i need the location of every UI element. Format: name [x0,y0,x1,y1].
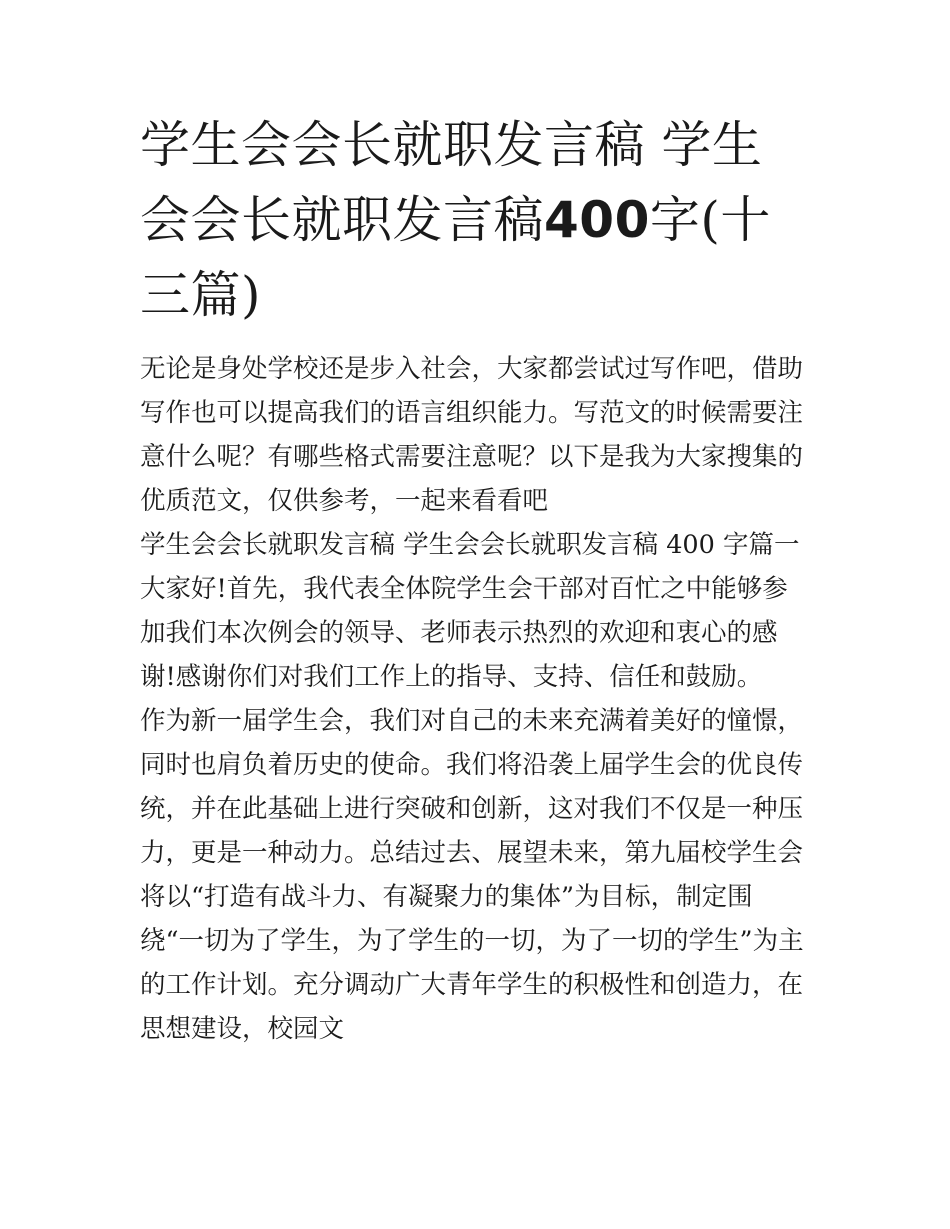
title-text-part-2: 字(十三篇) [140,191,771,324]
document-body [140,108,812,1051]
title-text-part-1: 学生会会长就职发言稿 学生会会长就职发言稿 [140,116,763,249]
document-title [140,108,812,333]
body-paragraph-1: 大家好!首先，我代表全体院学生会干部对百忙之中能够参加我们本次例会的领导、老师表示热烈的欢迎和衷心的感谢!感谢你们对我们工作上的指导、支持、信任和鼓励。 [140,574,788,692]
body-paragraph-2: 作为新一届学生会，我们对自己的未来充满着美好的憧憬，同时也肩负着历史的使命。我们将沿袭上届学生会的优良传统，并在此基础上进行突破和创新，这对我们不仅是一种压力，更是一种动力。总结过去、展望未来，第九届校学生会将以“打造有战斗力、有凝聚力的集体”为目标，制定围绕“一切为了学生，为了学生的一切，为了一切的学生”为主的工作计划。充分调动广大青年学生的积极性和创造力，在思想建设，校园文 [140,706,804,1044]
intro-paragraph: 无论是身处学校还是步入社会，大家都尝试过写作吧，借助写作也可以提高我们的语言组织能力。写范文的时候需要注意什么呢？有哪些格式需要注意呢？以下是我为大家搜集的优质范文，仅供参考，一起来看看吧 [140,354,804,516]
title-number: 400 [544,191,650,249]
section-heading: 学生会会长就职发言稿 学生会会长就职发言稿 400 字篇一 [140,530,800,560]
